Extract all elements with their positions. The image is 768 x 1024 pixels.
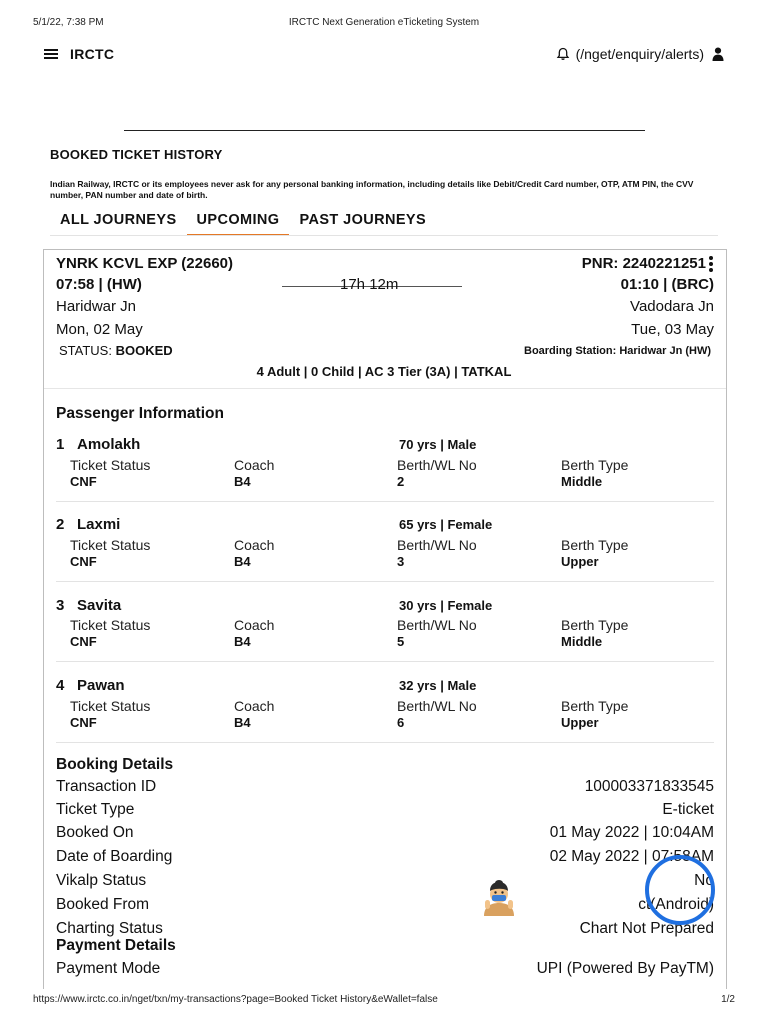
berth-label: Berth/WL No	[397, 698, 477, 714]
ticket-status-value: CNF	[70, 554, 97, 569]
divider	[124, 130, 645, 131]
passenger-age-gender: 65 yrs | Female	[399, 517, 493, 532]
ticket-status-value: CNF	[70, 474, 97, 489]
booked-from-label: Booked From	[56, 896, 150, 913]
journey-summary: 4 Adult | 0 Child | AC 3 Tier (3A) | TATKAL	[256, 364, 512, 379]
ticket-type-label: Ticket Type	[56, 801, 135, 818]
top-bar	[44, 44, 724, 66]
berth-label: Berth/WL No	[397, 617, 477, 633]
berth-type-value: Middle	[561, 474, 603, 489]
print-header	[33, 17, 735, 31]
annotation-circle	[645, 855, 715, 925]
berth-type-label: Berth Type	[561, 457, 629, 473]
arrival-date: Tue, 03 May	[631, 321, 714, 338]
charting-status-label: Charting Status	[56, 920, 163, 937]
berth-type-value: Upper	[561, 715, 599, 730]
passenger-name: Savita	[77, 597, 122, 614]
boarding-station: Boarding Station: Haridwar Jn (HW)	[524, 345, 711, 357]
ticket-status-label: Ticket Status	[70, 457, 151, 473]
print-page-title: IRCTC Next Generation eTicketing System	[288, 17, 480, 28]
coach-label: Coach	[234, 617, 275, 633]
card-divider	[44, 388, 726, 389]
passenger-divider	[56, 742, 714, 743]
coach-label: Coach	[234, 457, 275, 473]
to-station: Vadodara Jn	[630, 298, 714, 315]
berth-value: 2	[397, 474, 405, 489]
boarding-date-label: Date of Boarding	[56, 848, 173, 865]
ticket-status-value: CNF	[70, 715, 97, 730]
passenger-age-gender: 30 yrs | Female	[399, 598, 493, 613]
passenger-name: Amolakh	[77, 436, 141, 453]
print-page-number: 1/2	[721, 994, 735, 1005]
berth-value: 3	[397, 554, 405, 569]
passenger-name: Laxmi	[77, 516, 121, 533]
departure-time: 07:58 | (HW)	[56, 276, 142, 293]
tab-all-journeys[interactable]: ALL JOURNEYS	[60, 212, 177, 228]
passenger-number: 1	[56, 436, 65, 453]
tab-past-journeys[interactable]: PAST JOURNEYS	[299, 212, 427, 228]
ticket-status-label: Ticket Status	[70, 617, 151, 633]
coach-value: B4	[234, 474, 251, 489]
passenger-divider	[56, 581, 714, 582]
passenger-age-gender: 70 yrs | Male	[399, 437, 477, 452]
berth-label: Berth/WL No	[397, 537, 477, 553]
berth-label: Berth/WL No	[397, 457, 477, 473]
booked-on-label: Booked On	[56, 824, 134, 841]
vikalp-status-value: No	[694, 872, 714, 889]
transaction-id-label: Transaction ID	[56, 778, 157, 795]
booked-on-value: 01 May 2022 | 10:04AM	[549, 824, 714, 841]
page-title: BOOKED TICKET HISTORY	[50, 147, 223, 162]
coach-value: B4	[234, 554, 251, 569]
transaction-id-value: 100003371833545	[584, 778, 714, 795]
berth-value: 6	[397, 715, 405, 730]
passenger-divider	[56, 661, 714, 662]
passenger-divider	[56, 501, 714, 502]
ticket-type-value: E-ticket	[662, 801, 714, 818]
journey-duration: 17h 12m	[340, 276, 399, 293]
security-disclaimer: Indian Railway, IRCTC or its employees never ask for any personal banking information, including details like Debit/Credit Card number, OTP, ATM PIN, the CVV number, PAN number and date of birth.	[50, 179, 694, 200]
booked-from-value: ct(Android)	[638, 896, 714, 913]
ticket-status-label: Ticket Status	[70, 698, 151, 714]
status-value: BOOKED	[115, 343, 173, 358]
alerts-link[interactable]	[556, 46, 704, 62]
berth-type-label: Berth Type	[561, 617, 629, 633]
payment-mode-value: UPI (Powered By PayTM)	[536, 960, 714, 977]
passenger-section-title: Passenger Information	[56, 405, 224, 422]
passenger-number: 2	[56, 516, 65, 533]
tab-upcoming[interactable]: UPCOMING	[187, 209, 290, 236]
berth-type-value: Upper	[561, 554, 599, 569]
passenger-number: 3	[56, 597, 65, 614]
vikalp-status-label: Vikalp Status	[56, 872, 147, 889]
coach-label: Coach	[234, 537, 275, 553]
status-label: STATUS:	[59, 343, 112, 358]
passenger-number: 4	[56, 677, 65, 694]
boarding-date-value: 02 May 2022 | 07:58AM	[549, 848, 714, 865]
journey-tabs	[50, 209, 436, 236]
train-name: YNRK KCVL EXP (22660)	[56, 255, 234, 272]
booking-status	[59, 343, 173, 358]
coach-value: B4	[234, 715, 251, 730]
tabs-divider	[50, 235, 718, 236]
coach-label: Coach	[234, 698, 275, 714]
berth-type-value: Middle	[561, 634, 603, 649]
berth-type-label: Berth Type	[561, 537, 629, 553]
booking-details-title: Booking Details	[56, 756, 174, 773]
from-station: Haridwar Jn	[56, 298, 137, 315]
passenger-age-gender: 32 yrs | Male	[399, 678, 477, 693]
pnr-number: PNR: 2240221251	[581, 255, 706, 272]
charting-status-value: Chart Not Prepared	[579, 920, 714, 937]
bell-icon	[556, 47, 570, 61]
avatar-sticker-icon	[481, 880, 517, 916]
coach-value: B4	[234, 634, 251, 649]
berth-type-label: Berth Type	[561, 698, 629, 714]
ticket-status-label: Ticket Status	[70, 537, 151, 553]
alerts-link-text: (/nget/enquiry/alerts)	[575, 46, 704, 62]
ticket-status-value: CNF	[70, 634, 97, 649]
arrival-time: 01:10 | (BRC)	[620, 276, 714, 293]
departure-date: Mon, 02 May	[56, 321, 143, 338]
more-options-icon[interactable]	[709, 256, 713, 272]
print-footer	[33, 994, 735, 1008]
payment-mode-label: Payment Mode	[56, 960, 161, 977]
hamburger-menu-icon[interactable]	[44, 49, 58, 59]
brand-logo-text[interactable]: IRCTC	[70, 46, 115, 62]
user-icon[interactable]	[712, 47, 724, 61]
passenger-name: Pawan	[77, 677, 125, 694]
print-date: 5/1/22, 7:38 PM	[33, 17, 104, 28]
berth-value: 5	[397, 634, 405, 649]
print-url: https://www.irctc.co.in/nget/txn/my-transactions?page=Booked Ticket History&eWallet=false	[33, 994, 438, 1005]
payment-details-title: Payment Details	[56, 937, 176, 954]
